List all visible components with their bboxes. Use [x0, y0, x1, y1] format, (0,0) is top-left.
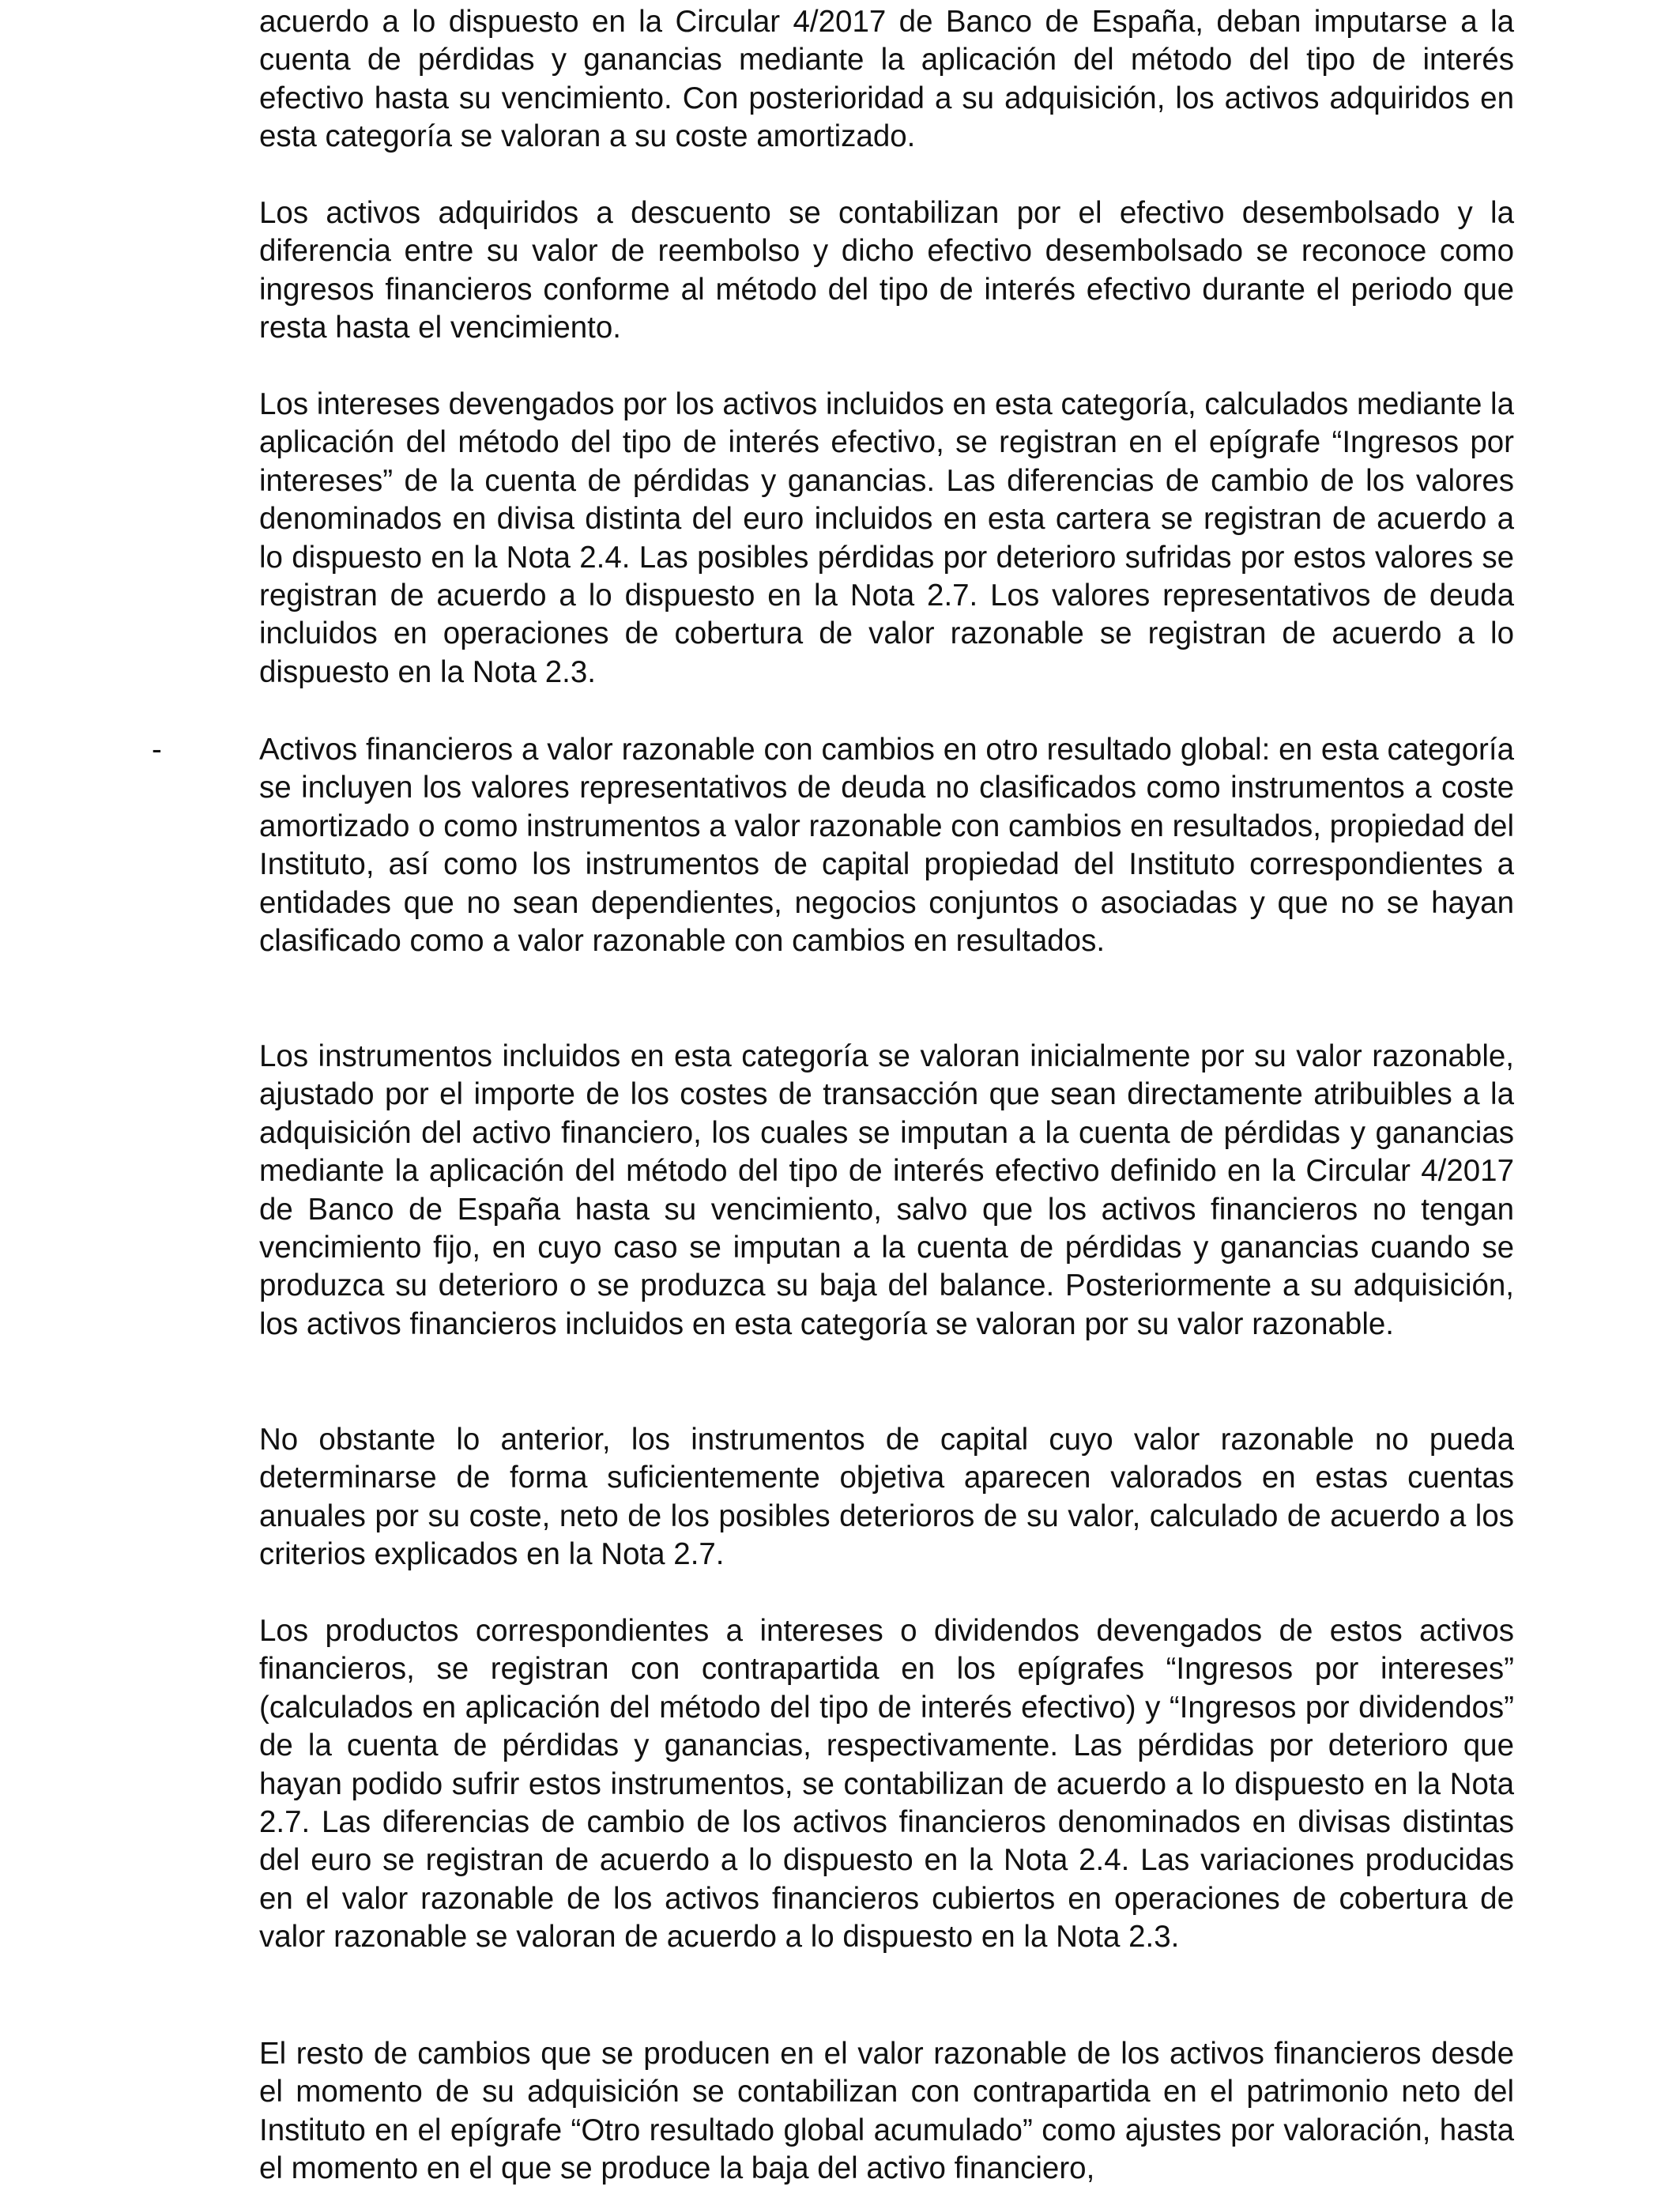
paragraph-accrued-interest: Los intereses devengados por los activos incluidos en esta categoría, calculados mediante la aplicación del método del tipo de interés efectivo, se registran en el epígrafe “Ingresos por intereses” de la cuenta de pérdidas y ganancias. Las diferencias de cambio de los valores denominados en divisa distinta del euro incluidos en esta cartera se registran de acuerdo a lo dispuesto en la Nota 2.4. Las posibles pérdidas por deterioro sufridas por estos valores se registran de acuerdo a lo dispuesto en la Nota 2.7. Los valores representativos de deuda incluidos en operaciones de cobertura de valor razonable se registran de acuerdo a lo dispuesto en la Nota 2.3. [259, 387, 1515, 689]
paragraph-fair-value-changes: El resto de cambios que se producen en el valor razonable de los activos financieros desde el momento de su adquisición se contabilizan con contrapartida en el patrimonio neto del Instituto en el epígrafe “Otro resultado global acumulado” como ajustes por valoración, hasta el momento en el que se produce la baja del activo financiero, [259, 2037, 1514, 2186]
list-bullet-dash: - [152, 733, 162, 767]
paragraph-amortized-cost-continuation: acuerdo a lo dispuesto en la Circular 4/2017 de Banco de España, deban imputarse a la cuenta de pérdidas y ganancias mediante la aplicación del método del tipo de interés efectivo hasta su vencimiento. Con posterioridad a su adquisición, los activos adquiridos en esta categoría se valoran a su coste amortizado. [259, 5, 1514, 154]
paragraph-equity-at-cost: No obstante lo anterior, los instrumentos de capital cuyo valor razonable no pueda determinarse de forma suficientemente objetiva aparecen valorados en estas cuentas anuales por su coste, neto de los posibles deterioros de su valor, calculado de acuerdo a los criterios explicados en la Nota 2.7. [259, 1423, 1514, 1572]
paragraph-fvoci-definition: Activos financieros a valor razonable con cambios en otro resultado global: en esta categoría se incluyen los valores representativos de deuda no clasificados como instrumentos a coste amortizado o como instrumentos a valor razonable con cambios en resultados, propiedad del Instituto, así como los instrumentos de capital propiedad del Instituto correspondientes a entidades que no sean dependientes, negocios conjuntos o asociadas y que no se hayan clasificado como a valor razonable con cambios en resultados. [259, 733, 1514, 959]
paragraph-discount-assets: Los activos adquiridos a descuento se contabilizan por el efectivo desembolsado y la diferencia entre su valor de reembolso y dicho efectivo desembolsado se reconoce como ingresos financieros conforme al método del tipo de interés efectivo durante el periodo que resta hasta el vencimiento. [259, 196, 1514, 345]
paragraph-income-recognition: Los productos correspondientes a intereses o dividendos devengados de estos activos financieros, se registran con contrapartida en los epígrafes “Ingresos por intereses” (calculados en aplicación del método del tipo de interés efectivo) y “Ingresos por dividendos” de la cuenta de pérdidas y ganancias, respectivamente. Las pérdidas por deterioro que hayan podido sufrir estos instrumentos, se contabilizan de acuerdo a lo dispuesto en la Nota 2.7. Las diferencias de cambio de los activos financieros denominados en divisas distintas del euro se registran de acuerdo a lo dispuesto en la Nota 2.4. Las variaciones producidas en el valor razonable de los activos financieros cubiertos en operaciones de cobertura de valor razonable se valoran de acuerdo a lo dispuesto en la Nota 2.3. [259, 1614, 1514, 1955]
paragraph-fvoci-initial-valuation: Los instrumentos incluidos en esta categoría se valoran inicialmente por su valor razonable, ajustado por el importe de los costes de transacción que sean directamente atribuibles a la adquisición del activo financiero, los cuales se imputan a la cuenta de pérdidas y ganancias mediante la aplicación del método del tipo de interés efectivo definido en la Circular 4/2017 de Banco de España hasta su vencimiento, salvo que los activos financieros no tengan vencimiento fijo, en cuyo caso se imputan a la cuenta de pérdidas y ganancias cuando se produzca su deterioro o se produzca su baja del balance. Posteriormente a su adquisición, los activos financieros incluidos en esta categoría se valoran por su valor razonable. [259, 1039, 1514, 1341]
